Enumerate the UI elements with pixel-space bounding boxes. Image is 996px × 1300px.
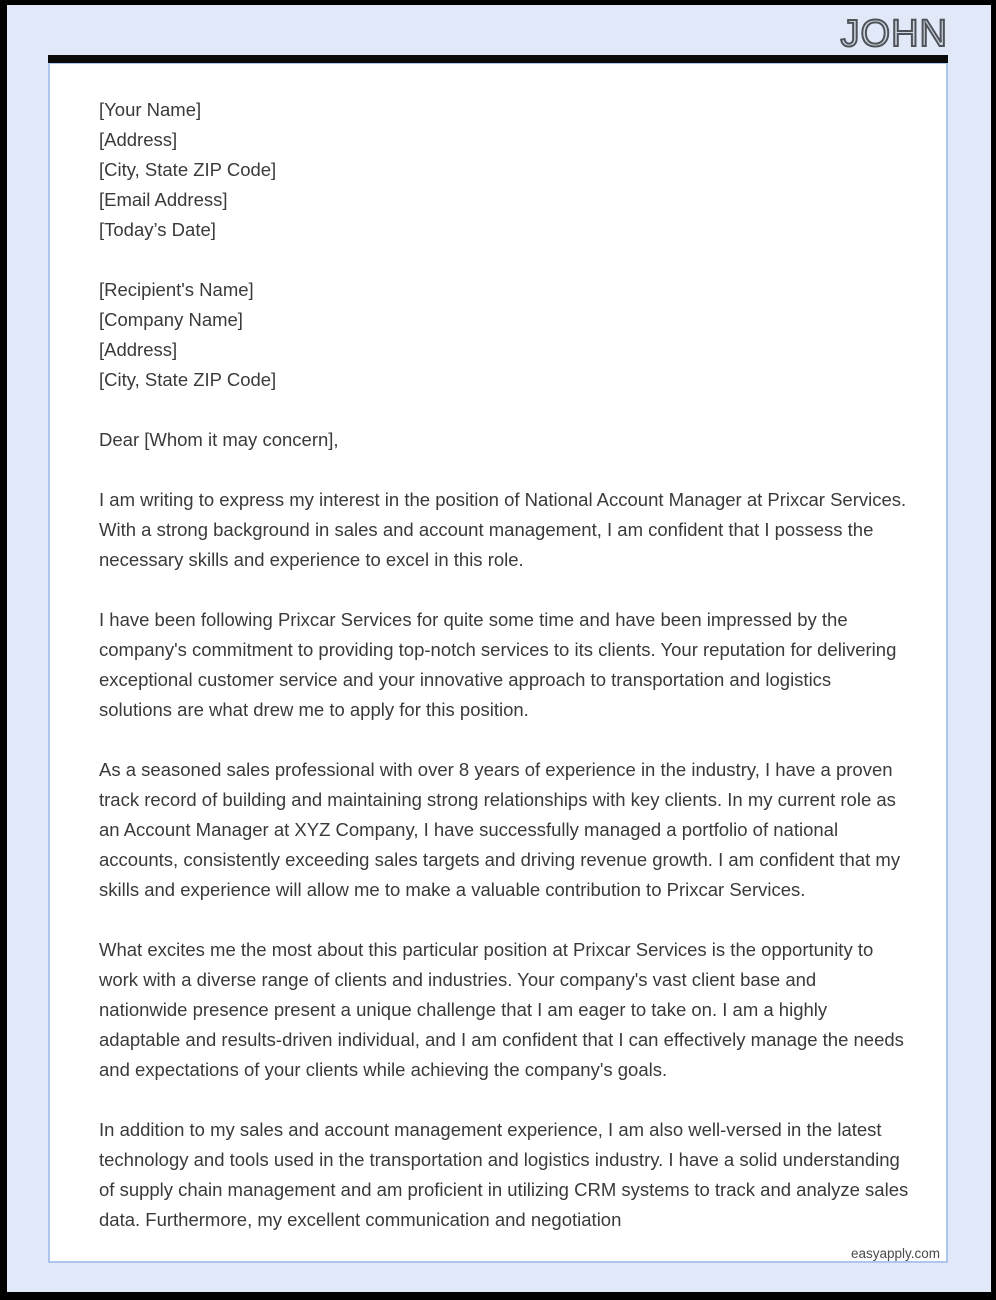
body-paragraph: In addition to my sales and account management experience, I am also well-versed in the latest technology and tools used in the transportation and logistics industry. I have a solid understanding of supply chain management and am proficient in utilizing CRM systems to track and analyze sales data. Furthermore, my excellent communication and negotiation xyxy=(99,1119,909,1230)
body-paragraph: I am writing to express my interest in the position of National Account Manager at Prixcar Services. With a strong background in sales and account management, I am confident that I possess the necessary skills and experience to excel in this role. xyxy=(99,489,907,570)
body-paragraph: What excites me the most about this particular position at Prixcar Services is the opportunity to work with a diverse range of clients and industries. Your company's vast client base and nationwide presence present a unique challenge that I am eager to take on. I am a highly adaptable and results-driven individual, and I am confident that I can effectively manage the needs and expectations of your clients while achieving the company's goals. xyxy=(99,939,904,1080)
page-background-area xyxy=(7,5,991,1292)
sender-line: [Your Name] xyxy=(99,99,202,120)
sender-line: [Email Address] xyxy=(99,189,228,210)
watermark: easyapply.com xyxy=(850,1246,940,1261)
body-paragraph: As a seasoned sales professional with over 8 years of experience in the industry, I have a proven track record of building and maintaining strong relationships with key clients. In my current role as an Account Manager at XYZ Company, I have successfully managed a portfolio of national accounts, consistently exceeding sales targets and driving revenue growth. I am confident that my skills and experience will allow me to make a valuable contribution to Prixcar Services. xyxy=(99,759,901,900)
sender-line: [City, State ZIP Code] xyxy=(99,159,277,180)
logo-text: JOHN xyxy=(840,13,948,55)
letter-body xyxy=(99,95,909,1265)
sender-line: [Today’s Date] xyxy=(99,219,216,240)
body-paragraph: I have been following Prixcar Services for quite some time and have been impressed by the company's commitment to providing top-notch services to its clients. Your reputation for delivering exceptional customer service and your innovative approach to transportation and logistics solutions are what drew me to apply for this position. xyxy=(99,609,897,720)
recipient-line: [City, State ZIP Code] xyxy=(99,369,277,390)
salutation: Dear [Whom it may concern], xyxy=(99,429,339,450)
recipient-block xyxy=(99,275,909,395)
recipient-line: [Company Name] xyxy=(99,309,243,330)
recipient-line: [Address] xyxy=(99,339,178,360)
sender-line: [Address] xyxy=(99,129,178,150)
recipient-line: [Recipient's Name] xyxy=(99,279,254,300)
header-rule xyxy=(48,55,948,63)
sender-block xyxy=(99,95,909,245)
